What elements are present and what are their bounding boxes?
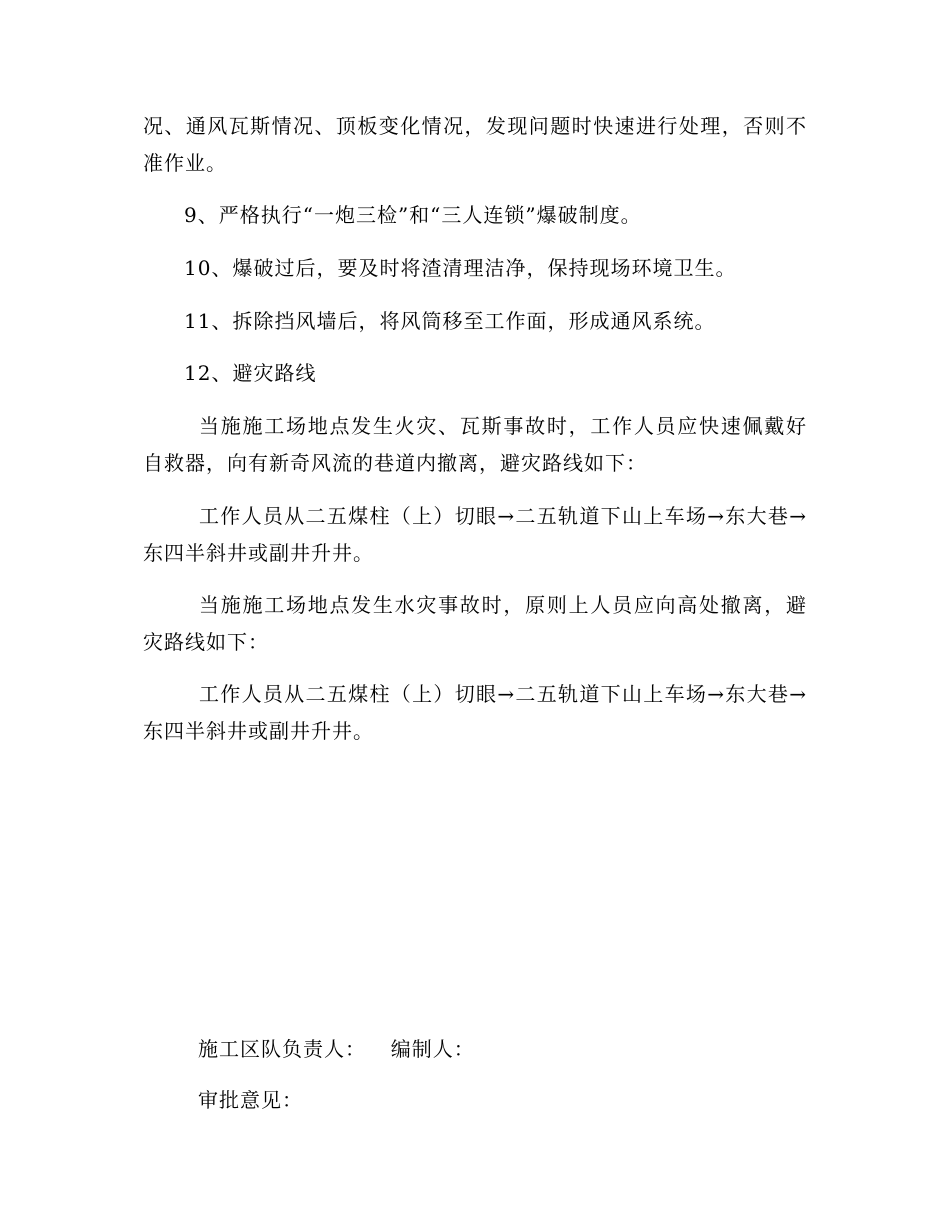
author-label: 编制人： xyxy=(390,1037,475,1061)
item-11: 11、拆除挡风墙后，将风筒移至工作面，形成通风系统。 xyxy=(184,309,716,333)
approval-label: 审批意见： xyxy=(198,1088,303,1112)
leader-label: 施工区队负责人： xyxy=(198,1037,366,1061)
item-10: 10、爆破过后，要及时将渣清理洁净，保持现场环境卫生。 xyxy=(184,256,737,280)
fire-case-paragraph: 当施施工场地点发生火灾、瓦斯事故时，工作人员应快速佩戴好自救器，向有新奇风流的巷道内撤离，避灾路线如下： xyxy=(143,414,807,475)
fire-route-paragraph: 工作人员从二五煤柱（上）切眼→二五轨道下山上车场→东大巷→东四半斜井或副井升井。 xyxy=(143,504,807,565)
water-route-paragraph: 工作人员从二五煤柱（上）切眼→二五轨道下山上车场→东大巷→东四半斜井或副井升井。 xyxy=(143,682,807,743)
water-case-paragraph: 当施施工场地点发生水灾事故时，原则上人员应向高处撤离，避灾路线如下： xyxy=(143,593,807,654)
paragraph-continued: 况、通风瓦斯情况、顶板变化情况，发现问题时快速进行处理，否则不准作业。 xyxy=(143,114,807,175)
signature-row xyxy=(198,1034,475,1064)
item-9: 9、严格执行“一炮三检”和“三人连锁”爆破制度。 xyxy=(184,203,642,227)
item-12-heading: 12、避灾路线 xyxy=(184,361,317,385)
